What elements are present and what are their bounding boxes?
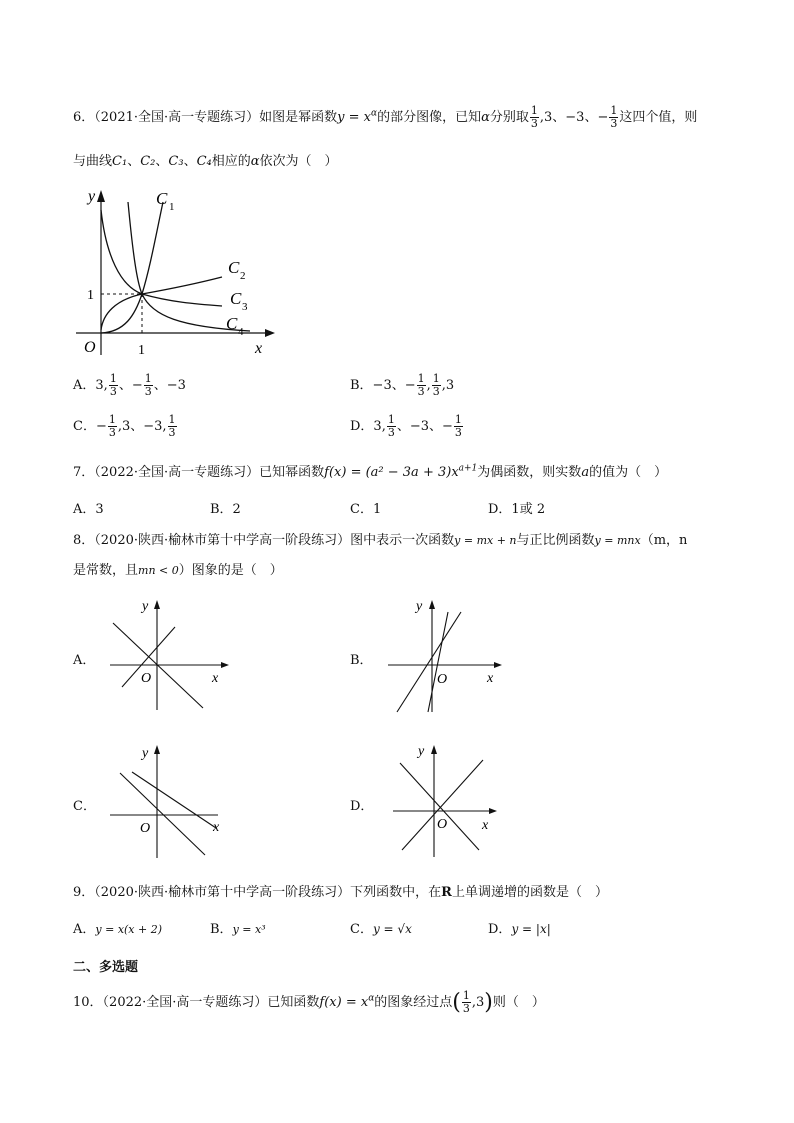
line-graph [402,760,483,850]
q7-var: a [581,465,590,480]
q8-option-c-graph[interactable] [100,740,230,860]
curve-subscript: 3 [242,301,248,313]
x-axis-arrow [221,662,229,668]
line-graph [132,772,216,828]
axis-label-x: x [487,671,494,686]
fraction-one-third: $\frac{1}{3}$ [462,989,470,1015]
q6-text: 的部分图像，已知 [377,110,482,125]
axis-label-x: x [255,340,263,357]
q8-formula: y = mx + n [454,534,517,547]
q8-text: ）图象的是（ ） [178,563,283,578]
fraction-one-third: $\frac{1}{3}$ [432,372,440,398]
curve-label-c4: C [226,314,238,333]
q9-number: 9． [73,885,95,900]
y-axis-arrow [154,745,160,754]
axis-label-x: x [213,820,220,835]
fraction-one-third: $\frac{1}{3}$ [108,413,116,439]
q6-formula: y = x [337,110,371,125]
axis-label-y: y [418,744,425,759]
q6-option-a[interactable]: A．3, $\frac{1}{3}$ 、− $\frac{1}{3}$ 、−3 [73,372,186,398]
y-axis-arrow [154,600,160,609]
q9-text: 下列函数中，在 [350,885,442,900]
q9-source: （2020·陕西·榆林市第十中学高一阶段练习） [94,885,351,900]
q10-source: （2022·全国·高一专题练习） [102,995,268,1010]
curve-c2 [101,277,222,330]
axis-label-y: y [142,746,149,761]
x-axis-arrow [265,329,275,337]
q7-option-c[interactable]: C．1 [350,502,382,517]
q10-stem [73,990,545,1015]
y-axis-arrow [429,600,435,609]
x-axis-arrow [489,808,497,814]
curve-subscript: 2 [240,270,246,282]
origin-label: O [437,672,448,687]
q7-formula-exponent: a+1 [458,463,478,474]
q9-option-d[interactable]: D．y = |x| [488,922,551,937]
q8-formula: y = mnx [594,534,641,547]
q7-source: （2022·全国·高一专题练习） [94,465,260,480]
q7-option-a[interactable]: A．3 [73,502,104,517]
line-graph [400,763,479,850]
origin-label: O [84,339,96,356]
q7-formula: f(x) = (a² − 3a + 3)x [324,465,459,480]
q7-number: 7． [73,465,95,480]
fraction-one-third: $\frac{1}{3}$ [109,372,117,398]
q7-text: 已知幂函数 [259,465,325,480]
q10-text: 已知函数 [267,995,320,1010]
curve-label: C₃ [168,154,184,169]
q8-option-d-label[interactable]: D． [350,799,374,814]
fraction-one-third: $\frac{1}{3}$ [610,104,618,130]
q8-option-d-graph[interactable] [385,740,515,860]
q7-option-b[interactable]: B．2 [210,502,241,517]
q8-text: 图中表示一次函数 [350,533,455,548]
q6-option-b[interactable]: B．−3、− $\frac{1}{3}$ , $\frac{1}{3}$ ,3 [350,372,455,398]
q8-option-a-label[interactable]: A． [73,653,96,668]
curve-label: C₄ [196,154,212,169]
q8-text: 与正比例函数 [516,533,595,548]
fraction-one-third: $\frac{1}{3}$ [530,104,538,130]
q7-option-d[interactable]: D．1或 2 [488,502,546,517]
q9-option-a[interactable]: A．y = x(x + 2) [73,922,163,937]
axis-label-x: x [212,671,219,686]
q6-values: ,3、−3、− [539,110,609,125]
curve-label-c2: C [228,258,240,277]
line-graph [428,612,448,712]
paren-left: ( [452,990,461,1015]
tick-label-y: 1 [87,288,94,303]
section-heading: 二、多选题 [73,960,139,975]
q6-line1 [73,105,697,130]
q10-point: ,3 [471,995,485,1010]
line-graph [120,773,205,855]
q6-line2: 与曲线C₁、C₂、C₃、C₄相应的α依次为（ ） [73,154,338,169]
q9-option-c[interactable]: C．y = √x [350,922,412,937]
q6-source: （2021·全国·高一专题练习） [94,110,260,125]
origin-label: O [141,671,152,686]
q8-number: 8． [73,533,95,548]
q7-text: 为偶函数，则实数 [477,465,582,480]
q6-text: 相应的 [211,154,251,169]
q7-stem [73,461,667,480]
q6-option-c[interactable]: C．− $\frac{1}{3}$ ,3、−3, $\frac{1}{3}$ [73,413,176,439]
q8-option-a-graph[interactable] [100,595,230,715]
tick-label-x: 1 [138,343,145,358]
fraction-one-third: $\frac{1}{3}$ [168,413,176,439]
curve-c3 [101,210,222,306]
q9-stem [73,881,608,900]
q8-text: 是常数，且 [73,563,139,578]
q6-alpha: α [481,110,490,125]
fraction-one-third: $\frac{1}{3}$ [454,413,462,439]
q10-text: 则（ ） [492,995,545,1010]
curve-subscript: 4 [238,326,244,338]
q8-condition: mn < 0 [138,564,179,577]
curve-label: C₁ [112,154,128,169]
q10-formula: f(x) = x [319,995,369,1010]
q6-text: 这四个值，则 [619,110,698,125]
q6-text: 与曲线 [73,154,113,169]
q6-power-function-figure [70,180,280,360]
q8-source: （2020·陕西·榆林市第十中学高一阶段练习） [94,533,351,548]
q6-alpha: α [250,154,260,169]
q9-text: 上单调递增的函数是（ ） [451,885,608,900]
q6-text: 依次为（ ） [259,154,338,169]
curve-label-c3: C [230,289,242,308]
q6-text: 如图是幂函数 [259,110,338,125]
q6-number: 6． [73,110,95,125]
axis-label-y: y [142,599,149,614]
q8-text: （m，n [640,533,688,548]
q6-text: 分别取 [489,110,529,125]
q10-number: 10． [73,995,103,1010]
q6-option-d[interactable]: D．3, $\frac{1}{3}$ 、−3、− $\frac{1}{3}$ [350,413,462,439]
q8-option-c-label[interactable]: C． [73,799,96,814]
paren-right: ) [484,990,493,1015]
q10-text: 的图象经过点 [374,995,453,1010]
x-axis-arrow [494,662,502,668]
q9-option-b[interactable]: B．y = x³ [210,922,266,937]
q8-option-b-graph[interactable] [380,595,510,715]
origin-label: O [437,817,448,832]
fraction-one-third: $\frac{1}{3}$ [144,372,152,398]
fraction-one-third: $\frac{1}{3}$ [417,372,425,398]
curve-c1 [101,202,163,333]
q8-option-b-label[interactable]: B． [350,653,373,668]
origin-label: O [140,821,151,836]
curve-label: C₂ [140,154,156,169]
axis-label-y: y [88,188,96,205]
line-graph [397,612,461,712]
q8-line1 [73,529,687,548]
curve-subscript: 1 [169,201,175,213]
fraction-one-third: $\frac{1}{3}$ [387,413,395,439]
axis-label-x: x [482,818,489,833]
q7-text: 的值为（ ） [589,465,668,480]
q6-formula-exponent: α [371,108,378,119]
q9-real-set: R [441,885,452,900]
q10-formula-exponent: α [368,993,375,1004]
y-axis-arrow [431,745,437,754]
q8-line2 [73,559,283,578]
y-axis-arrow [97,190,105,202]
curve-label-c1: C [156,189,168,208]
axis-label-y: y [416,599,423,614]
